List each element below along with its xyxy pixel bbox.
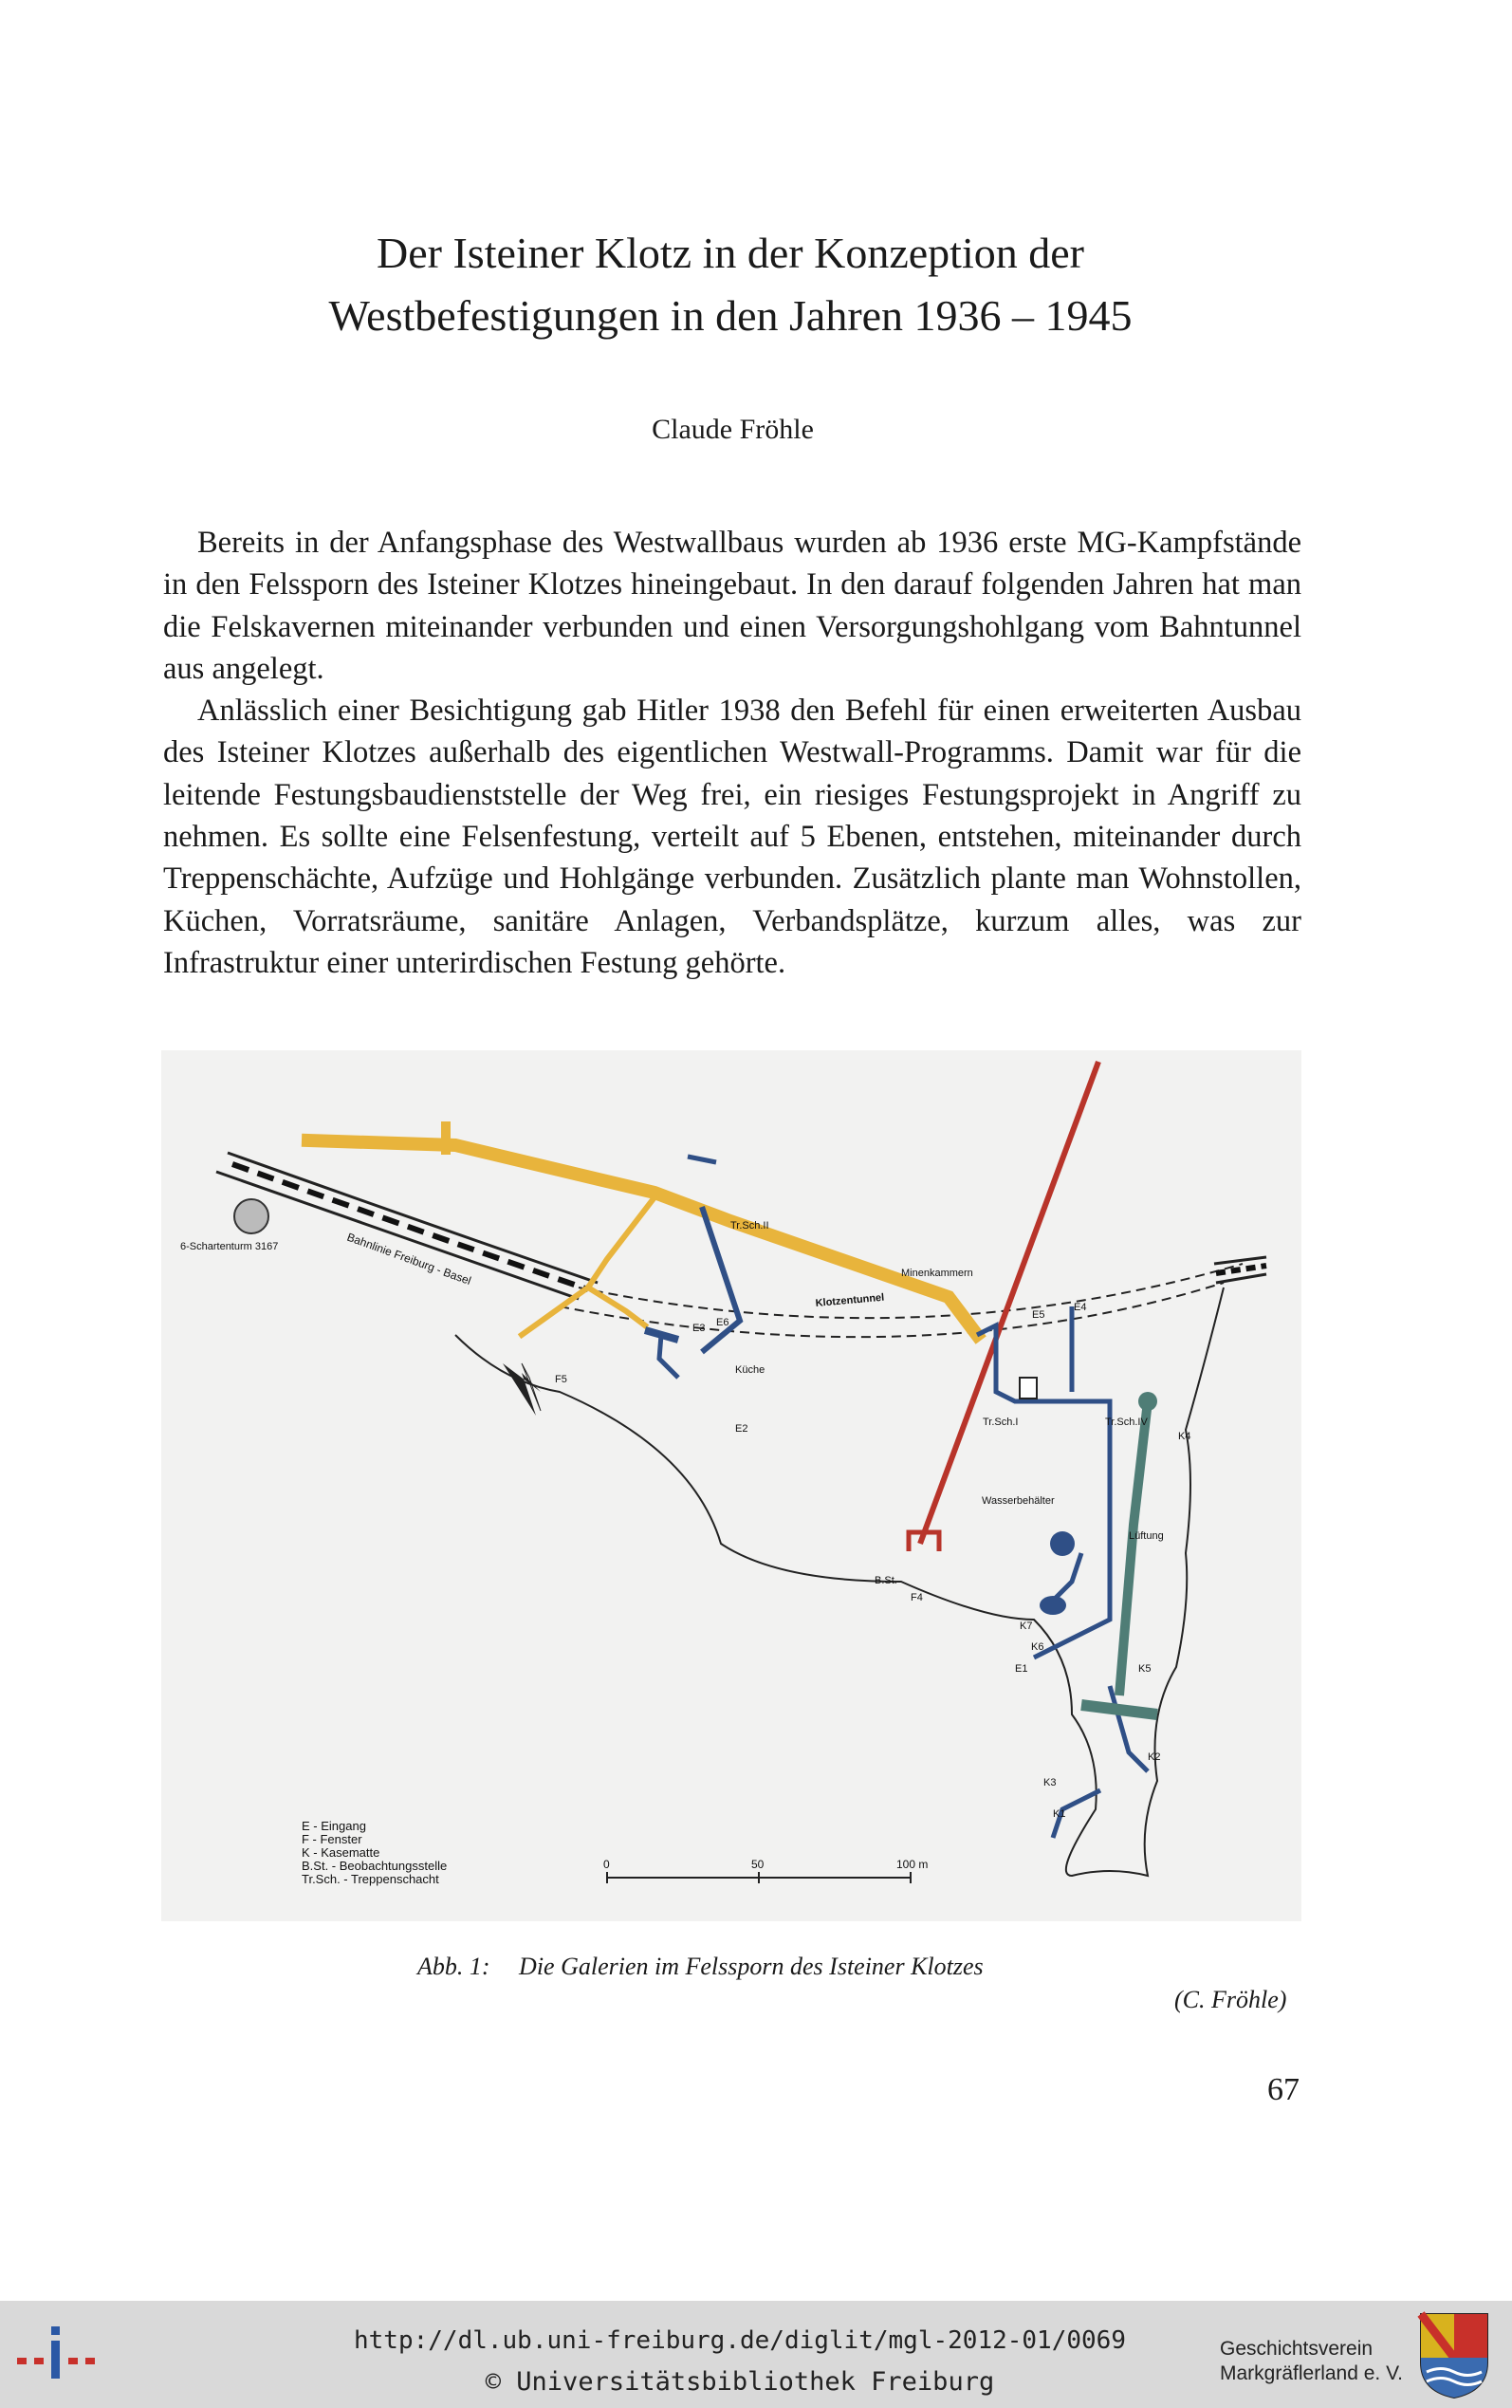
label-kueche: Küche	[735, 1364, 765, 1376]
trsch1-box	[1020, 1378, 1037, 1398]
legend-item: B.St. - Beobachtungsstelle	[302, 1859, 448, 1873]
label-k2: K2	[1148, 1751, 1161, 1763]
scale-mid: 50	[751, 1858, 765, 1871]
label-k7: K7	[1020, 1621, 1033, 1632]
footer-bar	[0, 2301, 1512, 2408]
label-minen: Minenkammern	[901, 1268, 973, 1279]
figure-caption	[417, 1953, 984, 1981]
wasserbehaelter-icon	[1050, 1531, 1075, 1556]
map-legend	[302, 1819, 447, 1886]
label-e1: E1	[1015, 1663, 1028, 1675]
label-e2: E2	[735, 1423, 748, 1435]
scale-start: 0	[603, 1858, 610, 1871]
label-e3: E3	[692, 1323, 706, 1334]
fortification-map	[161, 1050, 1301, 1921]
label-k6: K6	[1031, 1641, 1044, 1653]
label-f5: F5	[555, 1374, 567, 1385]
organization-name	[1220, 2337, 1403, 2386]
document-url-link[interactable]: http://dl.ub.uni-freiburg.de/diglit/mgl-2012-01/0069	[354, 2326, 1126, 2355]
org-line-1: Geschichtsverein	[1220, 2338, 1374, 2360]
legend-item: E - Eingang	[302, 1819, 366, 1833]
article-title	[161, 222, 1300, 347]
label-k5: K5	[1138, 1663, 1152, 1675]
org-line-2: Markgräflerland e. V.	[1220, 2362, 1403, 2384]
paragraph-1: Bereits in der Anfangsphase des Westwallbaus wurden ab 1936 erste MG-Kampfstände in den Felssporn des Isteiner Klotzes hineingebaut. In den darauf folgenden Jahren hat man die Felskavernen miteinander verbunden und einen Versorgungshohlgang vom Bahntunnel aus angelegt.	[163, 526, 1301, 686]
label-e4: E4	[1074, 1302, 1087, 1313]
label-bahnlinie: Bahnlinie Freiburg - Basel	[344, 1230, 473, 1288]
legend-item: F - Fenster	[302, 1832, 362, 1846]
title-line-2: Westbefestigungen in den Jahren 1936 – 1945	[328, 291, 1133, 340]
label-trsch2: Tr.Sch.II	[730, 1220, 769, 1232]
author: Claude Fröhle	[652, 414, 814, 445]
caption-text: Die Galerien im Felssporn des Isteiner Klotzes	[519, 1953, 984, 1980]
caption-number: Abb. 1:	[417, 1953, 490, 1980]
kasematte-k7-icon	[1040, 1596, 1066, 1615]
label-bst: B.St.	[875, 1575, 897, 1586]
label-turm: 6-Schartenturm 3167	[180, 1241, 279, 1252]
legend-item: Tr.Sch. - Treppenschacht	[302, 1872, 439, 1886]
copyright: © Universitätsbibliothek Freiburg	[485, 2367, 995, 2397]
schartenturm-icon	[234, 1199, 268, 1233]
north-arrow-head	[503, 1363, 541, 1416]
scale-bar	[603, 1858, 928, 1883]
blue-galleries	[645, 1157, 1148, 1838]
map-drawing	[161, 1050, 1301, 1921]
label-klotzentunnel: Klotzentunnel	[815, 1291, 885, 1309]
legend-item: K - Kasematte	[302, 1845, 380, 1860]
label-k1: K1	[1053, 1808, 1066, 1820]
shaft-top	[1138, 1392, 1157, 1411]
coat-of-arms-icon	[1417, 2310, 1491, 2400]
label-trsch1: Tr.Sch.I	[983, 1417, 1019, 1428]
label-trsch4: Tr.Sch.IV	[1105, 1417, 1148, 1428]
label-lueftung: Lüftung	[1129, 1530, 1164, 1542]
label-f4: F4	[911, 1592, 923, 1603]
paragraph-2: Anlässlich einer Besichtigung gab Hitler 1938 den Befehl für einen erweiterten Ausbau des Isteiner Klotzes außerhalb des eigentlichen Westwall-Programms. Damit war für die leitende Festungsbaudienststelle der Weg frei, ein riesiges Festungsprojekt in Angriff zu nehmen. Es sollte eine Felsenfestung, verteilt auf 5 Ebenen, entstehen, miteinander durch Treppenschächte, Aufzüge und Hohlgänge verbunden. Zusätzlich plante man Wohnstollen, Küchen, Vorratsräume, sanitäre Anlagen, Verbandsplätze, kurzum alles, was zur Infrastruktur einer unterirdischen Festung gehörte.	[163, 694, 1301, 980]
page-number: 67	[1267, 2072, 1300, 2107]
figure-credit: (C. Fröhle)	[1174, 1986, 1287, 2013]
label-e5: E5	[1032, 1309, 1045, 1321]
label-k4: K4	[1178, 1431, 1191, 1442]
label-e6: E6	[716, 1317, 729, 1328]
article-body	[163, 522, 1301, 984]
label-k3: K3	[1043, 1777, 1057, 1788]
scale-end: 100 m	[896, 1858, 929, 1871]
label-wasser: Wasserbehälter	[982, 1495, 1055, 1507]
title-line-1: Der Isteiner Klotz in der Konzeption der	[377, 229, 1084, 277]
